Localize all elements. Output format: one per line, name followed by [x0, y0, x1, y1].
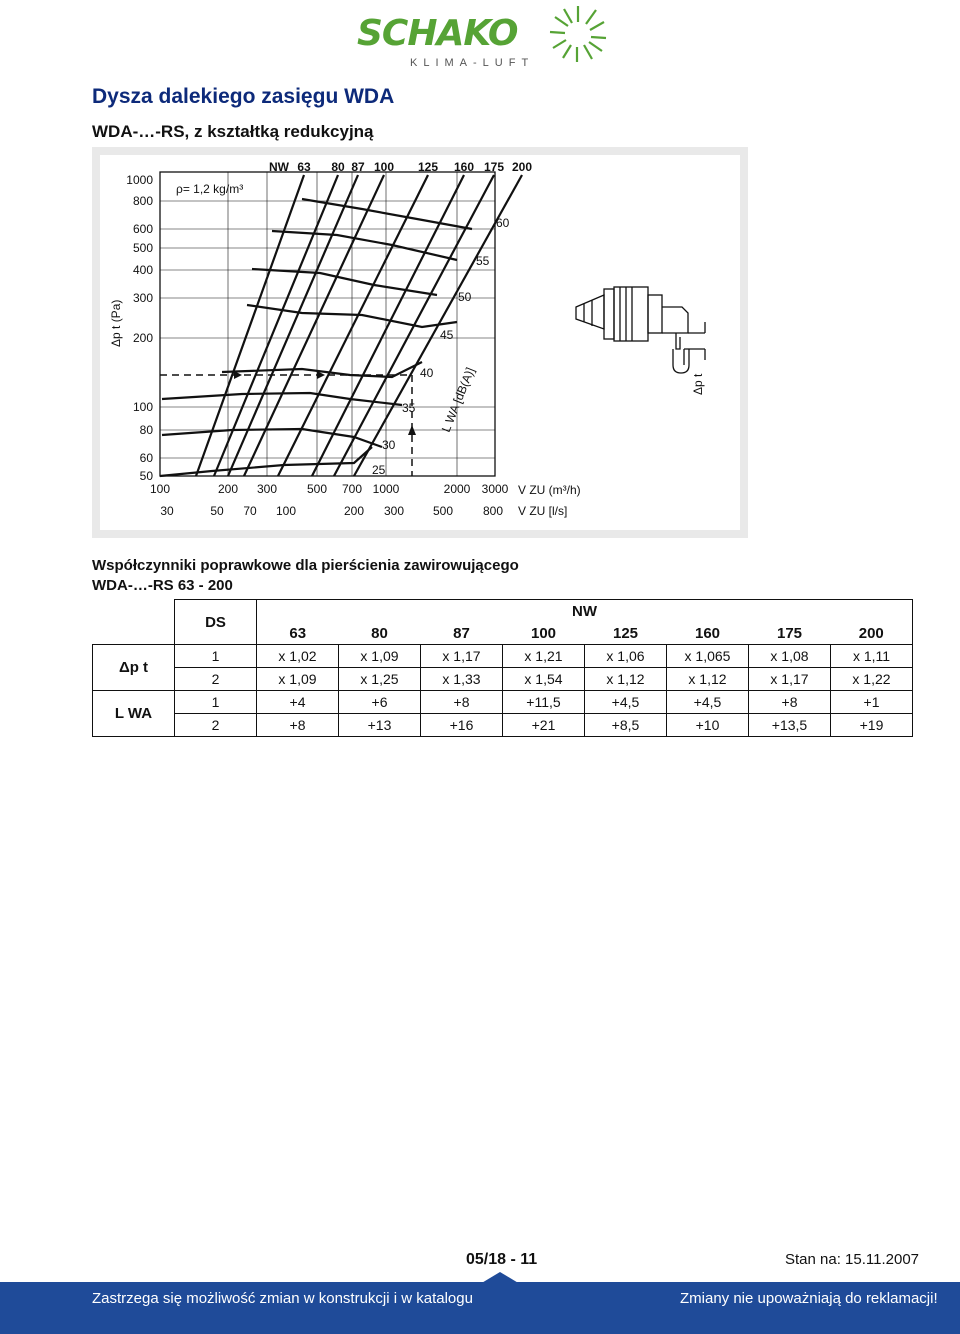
page-subtitle: WDA-…-RS, z kształtką redukcyjną — [92, 122, 374, 141]
date-stamp: Stan na: 15.11.2007 — [785, 1251, 920, 1268]
nw-col-header: 200 — [831, 622, 913, 645]
table-cell: x 1,06 — [585, 645, 667, 668]
y-tick-label: 400 — [132, 263, 153, 277]
x-tick-label: 2000 — [443, 482, 471, 496]
table-cell: +21 — [503, 714, 585, 737]
x-tick-label: 500 — [306, 482, 328, 496]
x-tick-label: 200 — [343, 504, 365, 518]
x-tick-label: 1000 — [372, 482, 400, 496]
table-cell: +11,5 — [503, 691, 585, 714]
lwa-value-label: 30 — [382, 438, 396, 452]
nw-col-header: 100 — [503, 622, 585, 645]
nw-col-header: 125 — [585, 622, 667, 645]
logo: SCHAKO — [357, 13, 518, 54]
lwa-value-label: 50 — [458, 290, 472, 304]
y-tick-label: 80 — [139, 423, 153, 437]
nw-col-header: 87 — [421, 622, 503, 645]
nw-value-label: 87 — [351, 160, 365, 174]
table-cell: x 1,17 — [421, 645, 503, 668]
table-cell: x 1,09 — [257, 668, 339, 691]
y-tick-label: 600 — [132, 222, 153, 236]
ds-header: DS — [175, 600, 257, 645]
table-cell: +8,5 — [585, 714, 667, 737]
table-cell: x 1,22 — [831, 668, 913, 691]
table-cell: +13 — [339, 714, 421, 737]
y-tick-label: 300 — [132, 291, 153, 305]
table-cell: x 1,33 — [421, 668, 503, 691]
table-cell: x 1,09 — [339, 645, 421, 668]
x-tick-label: 50 — [210, 504, 224, 518]
x-tick-label: 300 — [383, 504, 405, 518]
footer-disclaimer: Zastrzega się możliwość zmian w konstrukcji i w katalogu — [92, 1290, 473, 1307]
nozzle-diagram — [576, 287, 705, 373]
lwa-line — [160, 447, 372, 476]
nw-label: NW — [269, 160, 289, 174]
logo-tagline: KLIMA-LUFT — [410, 57, 535, 69]
nw-value-label: 175 — [483, 160, 505, 174]
table-cell: +13,5 — [749, 714, 831, 737]
nw-value-label: 63 — [297, 160, 311, 174]
table-cell: +19 — [831, 714, 913, 737]
nw-value-label: 200 — [511, 160, 533, 174]
x-tick-label: 700 — [341, 482, 363, 496]
table-cell: +4,5 — [585, 691, 667, 714]
table-cell: +4 — [257, 691, 339, 714]
y-tick-label: 100 — [132, 400, 153, 414]
nw-value-label: 100 — [373, 160, 395, 174]
x-tick-label: 100 — [149, 482, 171, 496]
table-cell: +6 — [339, 691, 421, 714]
y-axis-label: Δp t (Pa) — [109, 299, 123, 347]
table-cell: x 1,065 — [667, 645, 749, 668]
nw-col-header: 160 — [667, 622, 749, 645]
correction-subtitle: WDA-…-RS 63 - 200 — [92, 577, 233, 594]
lwa-value-label: 35 — [402, 401, 416, 415]
table-cell: x 1,12 — [667, 668, 749, 691]
ds-cell: 2 — [175, 668, 257, 691]
table-cell: x 1,17 — [749, 668, 831, 691]
nw-col-header: 80 — [339, 622, 421, 645]
x-tick-label: 70 — [243, 504, 257, 518]
nw-value-label: 160 — [453, 160, 475, 174]
nw-line — [278, 175, 428, 476]
x-axis-label-m3h: V ZU (m³/h) — [518, 483, 581, 497]
y-tick-label: 60 — [139, 451, 153, 465]
table-cell: +16 — [421, 714, 503, 737]
lwa-axis-label: L WA [dB(A)] — [438, 365, 478, 435]
nw-value-label: 125 — [417, 160, 439, 174]
ds-cell: 1 — [175, 645, 257, 668]
x-tick-label: 800 — [482, 504, 504, 518]
density-label: ρ= 1,2 kg/m³ — [176, 182, 244, 196]
table-cell: x 1,11 — [831, 645, 913, 668]
table-cell: +4,5 — [667, 691, 749, 714]
diagram-chart — [92, 147, 748, 538]
lwa-value-label: 60 — [496, 216, 510, 230]
table-cell: +8 — [749, 691, 831, 714]
correction-table — [92, 599, 913, 737]
diagram-dp-label: Δp t — [691, 373, 705, 395]
ds-cell: 2 — [175, 714, 257, 737]
footer-note: Zmiany nie upoważniają do reklamacji! — [680, 1290, 938, 1307]
lwa-value-label: 45 — [440, 328, 454, 342]
table-cell: x 1,02 — [257, 645, 339, 668]
table-cell: x 1,12 — [585, 668, 667, 691]
footer-notch — [480, 1272, 520, 1284]
lwa-line — [162, 429, 382, 447]
ds-cell: 1 — [175, 691, 257, 714]
nw-value-label: 80 — [331, 160, 345, 174]
table-cell: +1 — [831, 691, 913, 714]
y-tick-label: 50 — [139, 469, 153, 483]
table-cell: x 1,08 — [749, 645, 831, 668]
y-tick-label: 200 — [132, 331, 153, 345]
x-tick-label: 100 — [275, 504, 297, 518]
table-cell: +10 — [667, 714, 749, 737]
page-title: Dysza dalekiego zasięgu WDA — [92, 85, 395, 108]
table-cell: x 1,54 — [503, 668, 585, 691]
y-tick-label: 500 — [132, 241, 153, 255]
table-cell: +8 — [257, 714, 339, 737]
x-tick-label: 3000 — [481, 482, 509, 496]
x-axis-label-ls: V ZU [l/s] — [518, 504, 568, 518]
table-cell: +8 — [421, 691, 503, 714]
x-tick-label: 500 — [432, 504, 454, 518]
lwa-value-label: 55 — [476, 254, 490, 268]
nw-col-header: 175 — [749, 622, 831, 645]
dp-row-label: Δp t — [93, 645, 175, 691]
y-tick-label: 1000 — [126, 173, 153, 187]
nw-col-header: 63 — [257, 622, 339, 645]
table-cell: x 1,25 — [339, 668, 421, 691]
lwa-value-label: 40 — [420, 366, 434, 380]
x-tick-label: 200 — [217, 482, 239, 496]
nw-header: NW — [257, 600, 913, 623]
y-tick-label: 800 — [132, 194, 153, 208]
x-tick-label: 30 — [160, 504, 174, 518]
correction-title: Współczynniki poprawkowe dla pierścienia zawirowującego — [92, 557, 519, 574]
table-cell: x 1,21 — [503, 645, 585, 668]
x-tick-label: 300 — [256, 482, 278, 496]
logo-sunburst-icon — [548, 4, 608, 64]
lwa-row-label: L WA — [93, 691, 175, 737]
page-number: 05/18 - 11 — [466, 1251, 538, 1268]
lwa-line — [302, 199, 472, 229]
lwa-value-label: 25 — [372, 463, 386, 477]
